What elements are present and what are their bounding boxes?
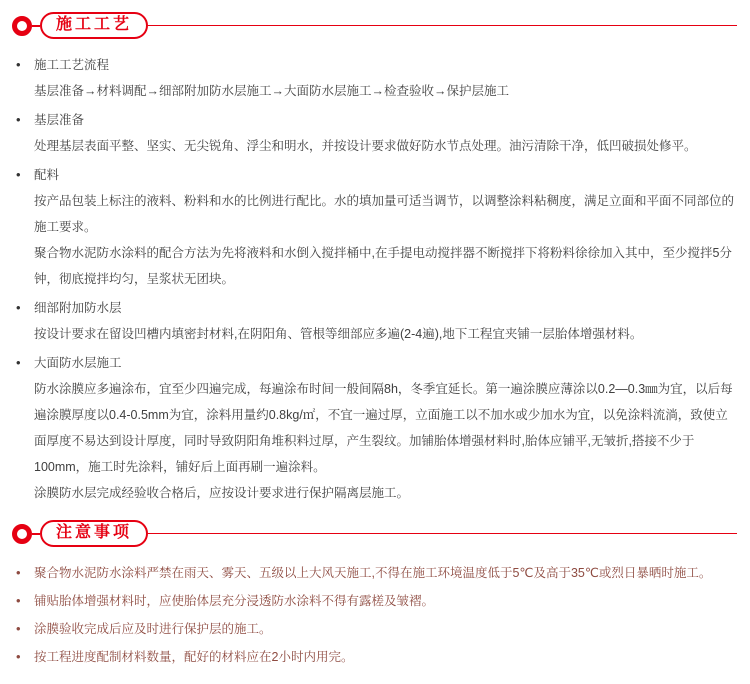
item-heading: 细部附加防水层 <box>34 301 122 315</box>
note-text: 聚合物水泥防水涂料严禁在雨天、雾天、五级以上大风天施工,不得在施工环境温度低于5℃及高于35℃或烈日暴晒时施工。 <box>34 566 712 580</box>
bullet-dot-icon: • <box>16 565 21 580</box>
item-body <box>34 295 737 347</box>
item-body <box>34 560 737 586</box>
notes-list <box>10 560 737 670</box>
list-item <box>10 588 737 614</box>
item-heading: 施工工艺流程 <box>34 58 110 72</box>
list-item <box>10 560 737 586</box>
item-body <box>34 588 737 614</box>
item-body <box>34 162 737 292</box>
process-list <box>10 52 737 506</box>
section-header-construction-process <box>12 12 737 39</box>
bullet-dot-icon: • <box>16 300 21 315</box>
list-item <box>10 295 737 347</box>
bullet-dot-icon: • <box>16 621 21 636</box>
header-rule-line <box>148 533 737 535</box>
item-body <box>34 52 737 104</box>
list-item <box>10 162 737 292</box>
list-item <box>10 52 737 104</box>
note-text: 涂膜验收完成后应及时进行保护层的施工。 <box>34 622 272 636</box>
item-paragraph: 防水涂膜应多遍涂布，宜至少四遍完成，每遍涂布时间一般间隔8h，冬季宜延长。第一遍涂膜应薄涂以0.2—0.3㎜为宜，以后每遍涂膜厚度以0.4-0.5mm为宜，涂料用量约0.8kg/㎡，不宜一遍过厚，立面施工以不加水或少加水为宜，以免涂料流淌，致使立面厚度不易达到设计厚度，同时导致阴阳角堆积料过厚，产生裂纹。加铺胎体增强材料时,胎体应铺平,无皱折,搭接不少于100mm，施工时先涂料，铺好后上面再刷一遍涂料。 <box>34 382 733 474</box>
connector-line <box>32 25 40 27</box>
note-text: 按工程进度配制材料数量，配好的材料应在2小时内用完。 <box>34 650 354 664</box>
item-heading: 大面防水层施工 <box>34 356 122 370</box>
bullet-dot-icon: • <box>16 57 21 72</box>
ring-marker-icon <box>12 16 32 36</box>
list-item <box>10 616 737 642</box>
header-rule-line <box>148 25 737 27</box>
list-item <box>10 644 737 670</box>
bullet-dot-icon: • <box>16 649 21 664</box>
connector-line <box>32 533 40 535</box>
item-paragraph: 处理基层表面平整、坚实、无尖锐角、浮尘和明水，并按设计要求做好防水节点处理。油污清除干净，低凹破损处修平。 <box>34 139 697 153</box>
section-title: 注意事项 <box>56 524 133 541</box>
item-body <box>34 616 737 642</box>
note-text: 铺贴胎体增强材料时，应使胎体层充分浸透防水涂料不得有露槎及皱褶。 <box>34 594 435 608</box>
item-heading: 配料 <box>34 168 60 182</box>
bullet-dot-icon: • <box>16 112 21 127</box>
item-paragraph: 按设计要求在留设凹槽内填密封材料,在阴阳角、管根等细部应多遍(2-4遍),地下工程宜夹铺一层胎体增强材料。 <box>34 327 643 341</box>
list-item <box>10 107 737 159</box>
item-body <box>34 350 737 506</box>
item-body <box>34 644 737 670</box>
item-paragraph: 聚合物水泥防水涂料的配合方法为先将液料和水倒入搅拌桶中,在手提电动搅拌器不断搅拌下将粉料徐徐加入其中，至少搅拌5分钟，彻底搅拌均匀，呈浆状无团块。 <box>34 246 732 286</box>
item-paragraph: 按产品包装上标注的液料、粉料和水的比例进行配比。水的填加量可适当调节，以调整涂料粘稠度，满足立面和平面不同部位的施工要求。 <box>34 194 735 234</box>
bullet-dot-icon: • <box>16 355 21 370</box>
bullet-dot-icon: • <box>16 593 21 608</box>
item-heading: 基层准备 <box>34 113 85 127</box>
section-title-badge <box>40 520 148 547</box>
bullet-dot-icon: • <box>16 167 21 182</box>
item-paragraph: 基层准备→材料调配→细部附加防水层施工→大面防水层施工→检查验收→保护层施工 <box>34 84 510 98</box>
section-title: 施工工艺 <box>56 16 133 33</box>
section-title-badge <box>40 12 148 39</box>
item-paragraph: 涂膜防水层完成经验收合格后，应按设计要求进行保护隔离层施工。 <box>34 486 410 500</box>
item-body <box>34 107 737 159</box>
list-item <box>10 350 737 506</box>
ring-marker-icon <box>12 524 32 544</box>
section-header-precautions <box>12 520 737 547</box>
